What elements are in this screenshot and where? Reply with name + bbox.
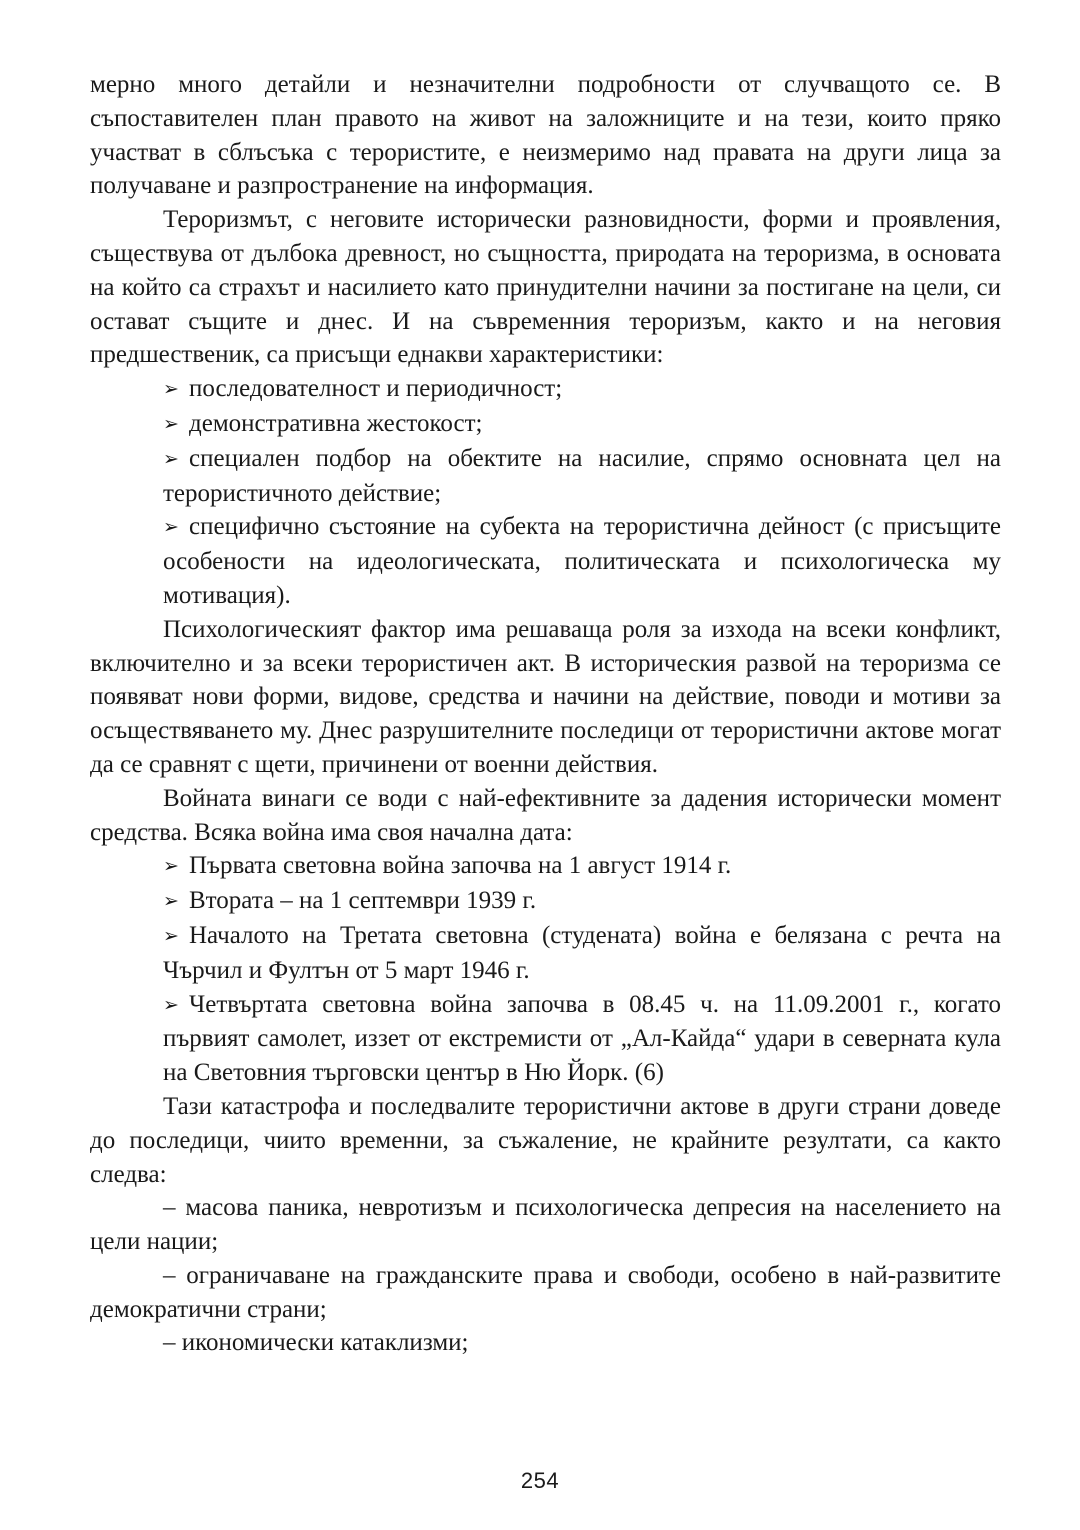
list-item: ➢ специфично състояние на субекта на терористична дейност (с присъщите особености на идеологическата, политическата и психологическа му мотивация). — [163, 513, 1001, 609]
page-number: 254 — [520, 1468, 560, 1493]
arrowhead-bullet-icon: ➢ — [163, 379, 179, 401]
arrowhead-bullet-icon: ➢ — [163, 925, 179, 947]
dash-item: – икономически катаклизми; — [163, 1329, 469, 1357]
page-body — [90, 68, 1001, 1360]
arrowhead-bullet-icon: ➢ — [163, 856, 179, 878]
list-item: ➢ Първата световна война започва на 1 август 1914 г. — [90, 849, 1001, 884]
paragraph-war-dates: Войната винаги се води с най-ефективните за дадения исторически момент средства. Всяка война има своя начална дата: — [90, 784, 1001, 846]
list-item: ➢ последователност и периодичност; — [90, 372, 1001, 407]
list-item: ➢ Втората – на 1 септември 1939 г. — [90, 884, 1001, 919]
arrowhead-bullet-icon: ➢ — [163, 448, 179, 470]
arrowhead-bullet-icon: ➢ — [163, 994, 179, 1016]
arrowhead-bullet-icon: ➢ — [163, 517, 179, 539]
dash-item: – масова паника, невротизъм и психологическа депресия на населението на цели нации; — [90, 1194, 1001, 1256]
paragraph-psychological-factor: Психологическият фактор има решаваща роля за изхода на всеки конфликт, включително и за всеки терористичен акт. В историческия развой на тероризма се появяват нови форми, видове, средства и начини на действие, поводи и мотиви за осъществяването му. Днес разрушителните последици от терористични актове могат да се сравнят с щети, причинени от военни действия. — [90, 615, 1001, 778]
list-item: ➢ Началото на Третата световна (студената) война е белязана с речта на Чърчил и Фултън от 5 март 1946 г. — [163, 921, 1001, 984]
dash-item: – ограничаване на гражданските права и свободи, особено в най-развитите демократични страни; — [90, 1261, 1001, 1323]
paragraph-consequences: Тази катастрофа и последвалите терористични актове в други страни доведе до последици, чиито временни, за съжаление, не крайните резултати, са както следва: — [90, 1092, 1001, 1188]
paragraph-continuation: мерно много детайли и незначителни подробности от случващото се. В съпоставителен план правото на живот на заложниците и на тези, които пряко участват в сблъсъка с терористите, е неизмеримо над правата на други лица за получаване и разпространение на информация. — [90, 71, 1001, 200]
list-item: ➢ демонстративна жестокост; — [90, 407, 1001, 442]
world-wars-list — [90, 849, 1001, 1090]
characteristics-list — [90, 372, 1001, 613]
arrowhead-bullet-icon: ➢ — [163, 413, 179, 435]
list-item: ➢ Четвъртата световна война започва в 08.45 ч. на 11.09.2001 г., когато първият самолет, иззет от екстремисти от „Ал-Кайда“ удари в северната кула на Световния търговски център в Ню Йорк. (6) — [163, 990, 1001, 1087]
list-item: ➢ специален подбор на обектите на насилие, спрямо основната цел на терористичното действие; — [163, 444, 1001, 507]
arrowhead-bullet-icon: ➢ — [163, 891, 179, 913]
paragraph-terrorism-history: Тероризмът, с неговите исторически разновидности, форми и проявления, съществува от дълбока древност, но същността, природата на тероризма, в основата на който са страхът и насилието като принудителни начини за постигане на цели, си остават същите и днес. И на съвременния тероризъм, както и на неговия предшественик, са присъщи еднакви характеристики: — [90, 206, 1001, 369]
